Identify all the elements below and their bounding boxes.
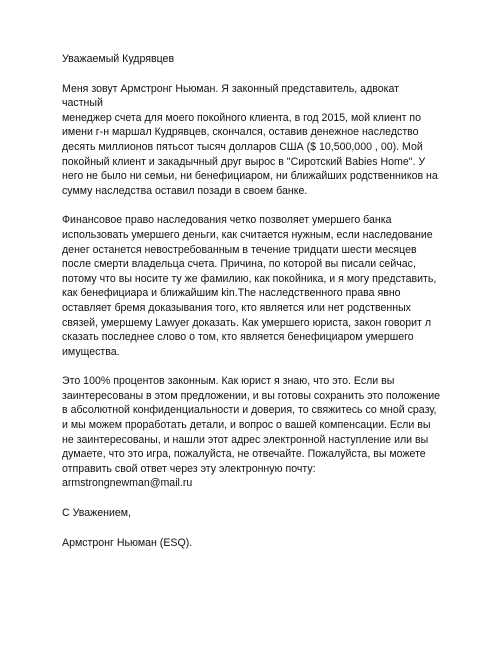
letter-signature: Армстронг Ньюман (ESQ). (62, 536, 193, 549)
letter-paragraph-3: Это 100% процентов законным. Как юрист я знаю, что это. Если вы заинтересованы в этом предложении, и вы готовы сохранить это положение в абсолютной конфиденциальности и доверия, то свяжитесь со мной сразу, и мы можем проработать детали, и вопрос о вашей компенсации. Если вы не заинтересованы, и нашли этот адрес электронной наступление или вы думаете, что это игра, пожалуйста, не отвечайте. Пожалуйста, вы можете отправить свой ответ через эту электронную почту: armstrongnewman@mail.ru (62, 375, 441, 490)
letter-body (62, 52, 442, 550)
letter-closing: С Уважением, (62, 507, 131, 520)
letter-greeting: Уважаемый Кудрявцев (62, 53, 175, 65)
letter-paragraph-2: Финансовое право наследования четко позволяет умершего банка использовать умершего деньги, как считается нужным, если наследование денег останется невостребованным в течение тридцати шести месяцев после смерти владельца счета. Причина, по которой вы писали сейчас, потому что вы носите ту же фамилию, как покойника, и я могу представить, как бенефициара и ближайшим kin.The наследственного права явно оставляет бремя доказывания того, кто является или нет родственных связей, умершему Lawyer доказать. Как умершего юриста, закон говорит л сказать последнее слово о том, кто является бенефициаром умершего имущества. (62, 214, 437, 358)
letter-paragraph-1: Меня зовут Армстронг Ньюман. Я законный представитель, адвокат частный менеджер счета для моего покойного клиента, в год 2015, мой клиент по имени г-н маршал Кудрявцев, скончался, оставив денежное наследство десять миллионов пятьсот тысяч долларов США ($ 10,500,000 , 00). Мой покойный клиент и закадычный друг вырос в "Сиротский Babies Home". У него не было ни семьи, ни бенефициаром, ни ближайших родственников на сумму наследства оставил позади в своем банке. (62, 82, 438, 197)
